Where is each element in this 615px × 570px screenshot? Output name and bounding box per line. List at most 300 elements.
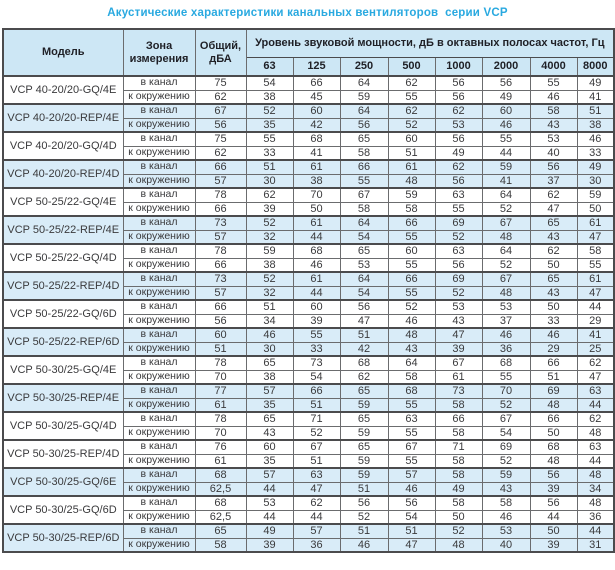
- level-63hz-cell: 60: [246, 440, 293, 454]
- total-dba-cell: 62: [195, 146, 246, 160]
- level-125hz-cell: 51: [293, 454, 340, 468]
- level-4000hz-cell: 50: [530, 300, 577, 314]
- level-125hz-cell: 66: [293, 384, 340, 398]
- table-row: [3, 132, 614, 146]
- level-8000hz-cell: 34: [577, 482, 614, 496]
- level-63hz-cell: 38: [246, 258, 293, 272]
- level-1000hz-cell: 69: [435, 216, 482, 230]
- level-1000hz-cell: 56: [435, 258, 482, 272]
- level-63hz-cell: 30: [246, 342, 293, 356]
- total-dba-cell: 78: [195, 188, 246, 202]
- level-125hz-cell: 60: [293, 300, 340, 314]
- level-500hz-cell: 58: [388, 370, 435, 384]
- level-250hz-cell: 51: [340, 328, 388, 342]
- table-row: [3, 104, 614, 118]
- level-125hz-cell: 44: [293, 286, 340, 300]
- level-125hz-cell: 41: [293, 146, 340, 160]
- zone-cell: в канал: [123, 216, 195, 230]
- level-1000hz-cell: 62: [435, 160, 482, 174]
- level-1000hz-cell: 49: [435, 146, 482, 160]
- total-dba-cell: 62: [195, 90, 246, 104]
- level-250hz-cell: 54: [340, 230, 388, 244]
- level-1000hz-cell: 63: [435, 188, 482, 202]
- total-dba-cell: 66: [195, 160, 246, 174]
- level-8000hz-cell: 29: [577, 314, 614, 328]
- col-header-zone: Зона измерения: [123, 29, 195, 76]
- level-63hz-cell: 57: [246, 468, 293, 482]
- model-cell: VCP 50-25/22-GQ/4D: [3, 244, 123, 272]
- zone-cell: к окружению: [123, 230, 195, 244]
- level-250hz-cell: 65: [340, 440, 388, 454]
- total-dba-cell: 61: [195, 454, 246, 468]
- level-250hz-cell: 64: [340, 76, 388, 90]
- level-1000hz-cell: 52: [435, 230, 482, 244]
- level-500hz-cell: 66: [388, 272, 435, 286]
- level-125hz-cell: 61: [293, 160, 340, 174]
- total-dba-cell: 60: [195, 328, 246, 342]
- level-2000hz-cell: 43: [482, 482, 530, 496]
- level-2000hz-cell: 64: [482, 244, 530, 258]
- level-1000hz-cell: 66: [435, 412, 482, 426]
- level-250hz-cell: 59: [340, 454, 388, 468]
- zone-cell: к окружению: [123, 202, 195, 216]
- level-63hz-cell: 35: [246, 454, 293, 468]
- level-8000hz-cell: 31: [577, 538, 614, 552]
- level-500hz-cell: 54: [388, 510, 435, 524]
- level-4000hz-cell: 50: [530, 258, 577, 272]
- table-row: [3, 496, 614, 510]
- level-250hz-cell: 59: [340, 90, 388, 104]
- level-2000hz-cell: 46: [482, 118, 530, 132]
- level-8000hz-cell: 50: [577, 202, 614, 216]
- level-250hz-cell: 47: [340, 314, 388, 328]
- level-500hz-cell: 55: [388, 426, 435, 440]
- level-4000hz-cell: 39: [530, 538, 577, 552]
- level-500hz-cell: 67: [388, 440, 435, 454]
- model-cell: VCP 50-25/22-REP/4D: [3, 272, 123, 300]
- level-125hz-cell: 67: [293, 440, 340, 454]
- level-4000hz-cell: 53: [530, 132, 577, 146]
- level-500hz-cell: 43: [388, 342, 435, 356]
- level-500hz-cell: 46: [388, 314, 435, 328]
- zone-cell: к окружению: [123, 342, 195, 356]
- level-63hz-cell: 30: [246, 174, 293, 188]
- level-125hz-cell: 71: [293, 412, 340, 426]
- model-cell: VCP 50-25/22-GQ/6D: [3, 300, 123, 328]
- level-2000hz-cell: 59: [482, 468, 530, 482]
- level-125hz-cell: 36: [293, 538, 340, 552]
- level-4000hz-cell: 33: [530, 314, 577, 328]
- level-125hz-cell: 73: [293, 356, 340, 370]
- total-dba-cell: 73: [195, 216, 246, 230]
- level-8000hz-cell: 47: [577, 370, 614, 384]
- level-250hz-cell: 53: [340, 258, 388, 272]
- level-1000hz-cell: 52: [435, 524, 482, 538]
- level-4000hz-cell: 43: [530, 286, 577, 300]
- total-dba-cell: 58: [195, 538, 246, 552]
- total-dba-cell: 57: [195, 286, 246, 300]
- level-8000hz-cell: 61: [577, 272, 614, 286]
- zone-cell: в канал: [123, 356, 195, 370]
- zone-cell: в канал: [123, 244, 195, 258]
- total-dba-cell: 56: [195, 118, 246, 132]
- level-63hz-cell: 44: [246, 510, 293, 524]
- col-header-freq-1000: 1000: [435, 57, 482, 76]
- total-dba-cell: 62,5: [195, 482, 246, 496]
- level-2000hz-cell: 60: [482, 104, 530, 118]
- level-500hz-cell: 63: [388, 412, 435, 426]
- level-1000hz-cell: 39: [435, 342, 482, 356]
- level-500hz-cell: 58: [388, 202, 435, 216]
- level-125hz-cell: 33: [293, 342, 340, 356]
- level-250hz-cell: 65: [340, 412, 388, 426]
- total-dba-cell: 70: [195, 370, 246, 384]
- level-63hz-cell: 59: [246, 244, 293, 258]
- level-63hz-cell: 32: [246, 286, 293, 300]
- level-63hz-cell: 55: [246, 132, 293, 146]
- level-500hz-cell: 48: [388, 328, 435, 342]
- level-125hz-cell: 44: [293, 510, 340, 524]
- zone-cell: в канал: [123, 468, 195, 482]
- total-dba-cell: 56: [195, 314, 246, 328]
- table-row: [3, 300, 614, 314]
- level-1000hz-cell: 50: [435, 510, 482, 524]
- level-500hz-cell: 46: [388, 482, 435, 496]
- zone-cell: к окружению: [123, 314, 195, 328]
- level-63hz-cell: 35: [246, 118, 293, 132]
- level-4000hz-cell: 44: [530, 510, 577, 524]
- total-dba-cell: 51: [195, 342, 246, 356]
- total-dba-cell: 66: [195, 258, 246, 272]
- level-2000hz-cell: 67: [482, 216, 530, 230]
- zone-cell: в канал: [123, 328, 195, 342]
- level-8000hz-cell: 63: [577, 384, 614, 398]
- level-4000hz-cell: 55: [530, 76, 577, 90]
- level-500hz-cell: 55: [388, 90, 435, 104]
- col-header-freq-4000: 4000: [530, 57, 577, 76]
- zone-cell: к окружению: [123, 258, 195, 272]
- level-250hz-cell: 58: [340, 146, 388, 160]
- level-4000hz-cell: 40: [530, 146, 577, 160]
- level-4000hz-cell: 69: [530, 384, 577, 398]
- total-dba-cell: 78: [195, 244, 246, 258]
- level-4000hz-cell: 65: [530, 272, 577, 286]
- level-125hz-cell: 50: [293, 202, 340, 216]
- level-500hz-cell: 62: [388, 104, 435, 118]
- level-4000hz-cell: 47: [530, 202, 577, 216]
- level-4000hz-cell: 62: [530, 188, 577, 202]
- level-8000hz-cell: 48: [577, 496, 614, 510]
- level-250hz-cell: 65: [340, 244, 388, 258]
- level-8000hz-cell: 36: [577, 510, 614, 524]
- level-250hz-cell: 64: [340, 216, 388, 230]
- table-row: [3, 384, 614, 398]
- level-8000hz-cell: 47: [577, 286, 614, 300]
- level-250hz-cell: 59: [340, 398, 388, 412]
- level-4000hz-cell: 56: [530, 468, 577, 482]
- level-4000hz-cell: 66: [530, 412, 577, 426]
- total-dba-cell: 66: [195, 300, 246, 314]
- level-125hz-cell: 61: [293, 216, 340, 230]
- level-2000hz-cell: 56: [482, 76, 530, 90]
- total-dba-cell: 78: [195, 412, 246, 426]
- level-8000hz-cell: 49: [577, 160, 614, 174]
- level-8000hz-cell: 46: [577, 132, 614, 146]
- level-2000hz-cell: 54: [482, 426, 530, 440]
- col-header-freq-63: 63: [246, 57, 293, 76]
- level-500hz-cell: 59: [388, 188, 435, 202]
- level-500hz-cell: 51: [388, 524, 435, 538]
- level-2000hz-cell: 67: [482, 412, 530, 426]
- level-63hz-cell: 52: [246, 272, 293, 286]
- level-63hz-cell: 51: [246, 300, 293, 314]
- total-dba-cell: 76: [195, 440, 246, 454]
- level-63hz-cell: 44: [246, 482, 293, 496]
- level-8000hz-cell: 38: [577, 118, 614, 132]
- level-4000hz-cell: 62: [530, 244, 577, 258]
- level-125hz-cell: 66: [293, 76, 340, 90]
- zone-cell: в канал: [123, 384, 195, 398]
- level-250hz-cell: 59: [340, 468, 388, 482]
- level-63hz-cell: 38: [246, 90, 293, 104]
- level-63hz-cell: 54: [246, 76, 293, 90]
- table-row: [3, 524, 614, 538]
- level-8000hz-cell: 25: [577, 342, 614, 356]
- level-250hz-cell: 65: [340, 132, 388, 146]
- level-500hz-cell: 66: [388, 216, 435, 230]
- level-1000hz-cell: 56: [435, 132, 482, 146]
- level-250hz-cell: 56: [340, 496, 388, 510]
- table-row: [3, 188, 614, 202]
- level-2000hz-cell: 69: [482, 440, 530, 454]
- model-cell: VCP 40-20/20-REP/4E: [3, 104, 123, 132]
- total-dba-cell: 61: [195, 398, 246, 412]
- level-8000hz-cell: 41: [577, 328, 614, 342]
- level-250hz-cell: 54: [340, 286, 388, 300]
- level-4000hz-cell: 58: [530, 104, 577, 118]
- total-dba-cell: 62,5: [195, 510, 246, 524]
- model-cell: VCP 50-25/22-REP/4E: [3, 216, 123, 244]
- level-1000hz-cell: 58: [435, 398, 482, 412]
- col-header-model: Модель: [3, 29, 123, 76]
- zone-cell: в канал: [123, 496, 195, 510]
- table-row: [3, 272, 614, 286]
- total-dba-cell: 70: [195, 426, 246, 440]
- model-cell: VCP 50-25/22-GQ/4E: [3, 188, 123, 216]
- level-2000hz-cell: 36: [482, 342, 530, 356]
- col-header-freq-500: 500: [388, 57, 435, 76]
- level-2000hz-cell: 53: [482, 300, 530, 314]
- level-500hz-cell: 55: [388, 398, 435, 412]
- level-125hz-cell: 63: [293, 468, 340, 482]
- level-125hz-cell: 68: [293, 244, 340, 258]
- total-dba-cell: 66: [195, 202, 246, 216]
- level-8000hz-cell: 44: [577, 398, 614, 412]
- level-1000hz-cell: 56: [435, 76, 482, 90]
- level-4000hz-cell: 29: [530, 342, 577, 356]
- level-1000hz-cell: 62: [435, 104, 482, 118]
- level-4000hz-cell: 65: [530, 216, 577, 230]
- level-63hz-cell: 62: [246, 188, 293, 202]
- level-4000hz-cell: 50: [530, 426, 577, 440]
- level-1000hz-cell: 43: [435, 314, 482, 328]
- level-500hz-cell: 64: [388, 356, 435, 370]
- level-500hz-cell: 48: [388, 174, 435, 188]
- zone-cell: в канал: [123, 300, 195, 314]
- table-row: [3, 216, 614, 230]
- level-500hz-cell: 55: [388, 286, 435, 300]
- level-2000hz-cell: 40: [482, 538, 530, 552]
- level-250hz-cell: 51: [340, 482, 388, 496]
- level-4000hz-cell: 39: [530, 482, 577, 496]
- level-1000hz-cell: 55: [435, 202, 482, 216]
- table-row: [3, 412, 614, 426]
- level-250hz-cell: 55: [340, 174, 388, 188]
- level-4000hz-cell: 43: [530, 230, 577, 244]
- zone-cell: в канал: [123, 160, 195, 174]
- zone-cell: к окружению: [123, 174, 195, 188]
- level-8000hz-cell: 47: [577, 230, 614, 244]
- level-63hz-cell: 38: [246, 370, 293, 384]
- level-2000hz-cell: 49: [482, 90, 530, 104]
- table-header: [3, 29, 614, 76]
- level-4000hz-cell: 46: [530, 328, 577, 342]
- level-250hz-cell: 65: [340, 384, 388, 398]
- level-250hz-cell: 46: [340, 538, 388, 552]
- level-1000hz-cell: 61: [435, 370, 482, 384]
- level-500hz-cell: 52: [388, 118, 435, 132]
- total-dba-cell: 57: [195, 174, 246, 188]
- level-250hz-cell: 56: [340, 300, 388, 314]
- level-250hz-cell: 56: [340, 118, 388, 132]
- level-4000hz-cell: 48: [530, 398, 577, 412]
- level-125hz-cell: 47: [293, 482, 340, 496]
- level-1000hz-cell: 58: [435, 454, 482, 468]
- page-title: Акустические характеристики канальных вентиляторов серии VCP: [107, 7, 508, 19]
- level-500hz-cell: 68: [388, 384, 435, 398]
- level-8000hz-cell: 48: [577, 468, 614, 482]
- level-2000hz-cell: 52: [482, 258, 530, 272]
- zone-cell: к окружению: [123, 454, 195, 468]
- level-2000hz-cell: 46: [482, 510, 530, 524]
- level-63hz-cell: 57: [246, 384, 293, 398]
- level-4000hz-cell: 46: [530, 90, 577, 104]
- table-row: [3, 244, 614, 258]
- table-row: [3, 160, 614, 174]
- level-125hz-cell: 54: [293, 370, 340, 384]
- level-63hz-cell: 33: [246, 146, 293, 160]
- level-2000hz-cell: 53: [482, 524, 530, 538]
- level-2000hz-cell: 48: [482, 286, 530, 300]
- level-1000hz-cell: 52: [435, 286, 482, 300]
- level-1000hz-cell: 56: [435, 90, 482, 104]
- zone-cell: в канал: [123, 524, 195, 538]
- level-500hz-cell: 55: [388, 230, 435, 244]
- total-dba-cell: 68: [195, 496, 246, 510]
- level-4000hz-cell: 56: [530, 496, 577, 510]
- total-dba-cell: 67: [195, 104, 246, 118]
- level-4000hz-cell: 43: [530, 118, 577, 132]
- level-500hz-cell: 61: [388, 160, 435, 174]
- level-125hz-cell: 62: [293, 496, 340, 510]
- level-2000hz-cell: 55: [482, 132, 530, 146]
- level-500hz-cell: 55: [388, 454, 435, 468]
- level-250hz-cell: 66: [340, 160, 388, 174]
- total-dba-cell: 73: [195, 272, 246, 286]
- level-4000hz-cell: 51: [530, 370, 577, 384]
- model-cell: VCP 50-30/25-REP/6D: [3, 524, 123, 552]
- level-1000hz-cell: 53: [435, 300, 482, 314]
- col-header-freq-125: 125: [293, 57, 340, 76]
- total-dba-cell: 68: [195, 468, 246, 482]
- level-250hz-cell: 59: [340, 426, 388, 440]
- level-2000hz-cell: 55: [482, 370, 530, 384]
- level-63hz-cell: 65: [246, 412, 293, 426]
- level-250hz-cell: 42: [340, 342, 388, 356]
- level-2000hz-cell: 52: [482, 398, 530, 412]
- level-4000hz-cell: 37: [530, 174, 577, 188]
- level-250hz-cell: 51: [340, 524, 388, 538]
- table-body: [3, 76, 614, 552]
- col-header-freq-250: 250: [340, 57, 388, 76]
- table-row: [3, 468, 614, 482]
- level-63hz-cell: 65: [246, 356, 293, 370]
- level-63hz-cell: 52: [246, 104, 293, 118]
- model-cell: VCP 40-20/20-REP/4D: [3, 160, 123, 188]
- level-500hz-cell: 60: [388, 132, 435, 146]
- total-dba-cell: 78: [195, 356, 246, 370]
- level-125hz-cell: 60: [293, 104, 340, 118]
- zone-cell: к окружению: [123, 90, 195, 104]
- level-8000hz-cell: 44: [577, 524, 614, 538]
- col-header-freq-2000: 2000: [482, 57, 530, 76]
- model-cell: VCP 50-30/25-GQ/6D: [3, 496, 123, 524]
- level-8000hz-cell: 63: [577, 440, 614, 454]
- level-250hz-cell: 64: [340, 272, 388, 286]
- level-2000hz-cell: 37: [482, 314, 530, 328]
- level-1000hz-cell: 67: [435, 356, 482, 370]
- level-8000hz-cell: 62: [577, 356, 614, 370]
- level-4000hz-cell: 50: [530, 524, 577, 538]
- level-2000hz-cell: 52: [482, 202, 530, 216]
- zone-cell: в канал: [123, 188, 195, 202]
- level-8000hz-cell: 33: [577, 146, 614, 160]
- level-63hz-cell: 49: [246, 524, 293, 538]
- zone-cell: в канал: [123, 132, 195, 146]
- level-125hz-cell: 70: [293, 188, 340, 202]
- level-250hz-cell: 64: [340, 104, 388, 118]
- zone-cell: в канал: [123, 272, 195, 286]
- level-63hz-cell: 51: [246, 160, 293, 174]
- level-125hz-cell: 55: [293, 328, 340, 342]
- level-250hz-cell: 52: [340, 510, 388, 524]
- level-500hz-cell: 60: [388, 244, 435, 258]
- zone-cell: к окружению: [123, 146, 195, 160]
- table-row: [3, 440, 614, 454]
- level-63hz-cell: 39: [246, 538, 293, 552]
- level-250hz-cell: 67: [340, 188, 388, 202]
- table-row: [3, 328, 614, 342]
- level-8000hz-cell: 44: [577, 454, 614, 468]
- level-8000hz-cell: 61: [577, 216, 614, 230]
- model-cell: VCP 50-30/25-GQ/6E: [3, 468, 123, 496]
- level-250hz-cell: 68: [340, 356, 388, 370]
- level-1000hz-cell: 53: [435, 118, 482, 132]
- level-63hz-cell: 53: [246, 496, 293, 510]
- total-dba-cell: 75: [195, 132, 246, 146]
- col-header-freq-8000: 8000: [577, 57, 614, 76]
- table-row: [3, 76, 614, 90]
